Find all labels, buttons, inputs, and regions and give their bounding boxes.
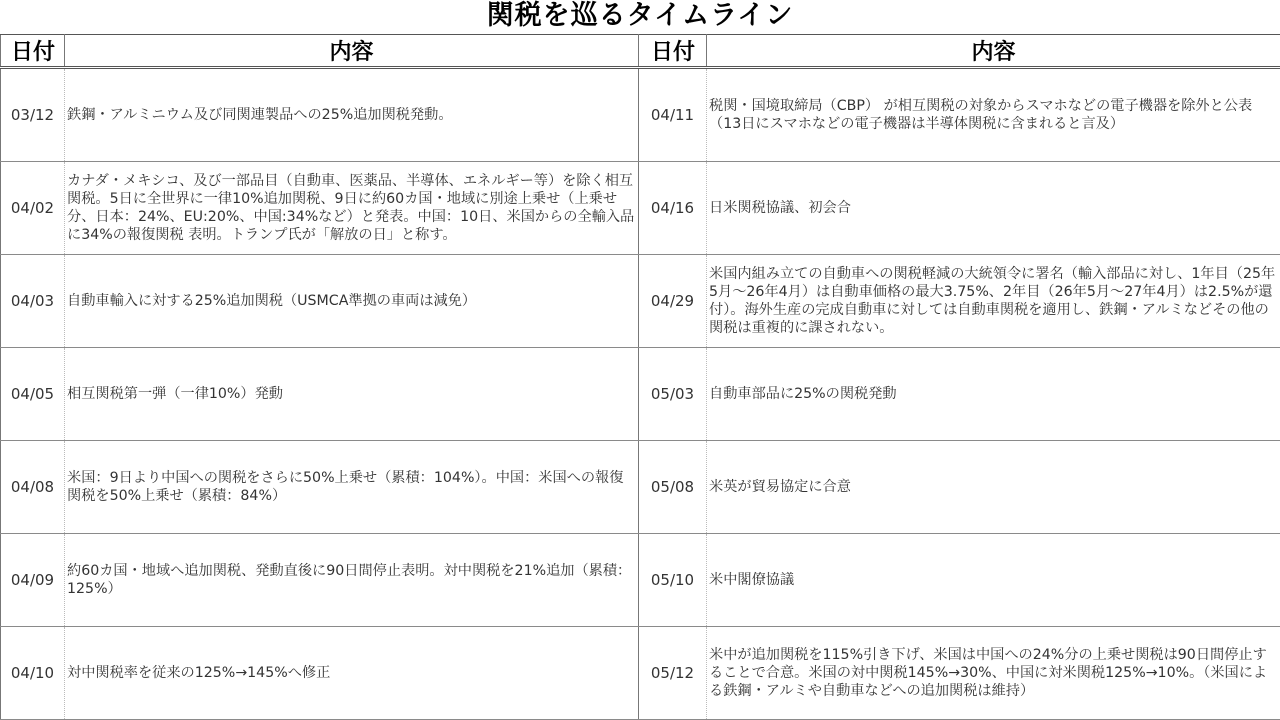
- timeline-table-container: [0, 34, 1280, 720]
- table-row: [1, 162, 1280, 255]
- date-cell: 04/09: [1, 534, 65, 627]
- content-cell: 米国：9日より中国への関税をさらに50%上乗せ（累積：104%）。中国：米国への報復関税を50%上乗せ（累積：84%）: [65, 441, 639, 534]
- date-cell: 05/12: [639, 627, 707, 720]
- content-header-right: 内容: [707, 35, 1280, 68]
- date-cell: 04/02: [1, 162, 65, 255]
- content-cell: 約60カ国・地域へ追加関税、発動直後に90日間停止表明。対中関税を21%追加（累積：125%）: [65, 534, 639, 627]
- content-cell: 日米関税協議、初会合: [707, 162, 1280, 255]
- date-cell: 04/03: [1, 255, 65, 348]
- table-row: [1, 348, 1280, 441]
- date-cell: 03/12: [1, 68, 65, 162]
- content-cell: カナダ・メキシコ、及び一部品目（自動車、医薬品、半導体、エネルギー等）を除く相互関税。5日に全世界に一律10%追加関税、9日に約60カ国・地域に別途上乗せ（上乗せ分、日本：24%、EU:20%、中国:34%など）と発表。中国：10日、米国からの全輸入品に34%の報復関税 表明。トランプ氏が「解放の日」と称す。: [65, 162, 639, 255]
- content-cell: 米中閣僚協議: [707, 534, 1280, 627]
- content-cell: 鉄鋼・アルミニウム及び同関連製品への25%追加関税発動。: [65, 68, 639, 162]
- date-cell: 04/16: [639, 162, 707, 255]
- content-cell: 米中が追加関税を115%引き下げ、米国は中国への24%分の上乗せ関税は90日間停止することで合意。米国の対中関税145%→30%、中国に対米関税125%→10%。（米国による鉄鋼・アルミや自動車などへの追加関税は維持）: [707, 627, 1280, 720]
- date-cell: 04/05: [1, 348, 65, 441]
- page-title: 関税を巡るタイムライン: [486, 0, 794, 31]
- content-cell: 自動車部品に25%の関税発動: [707, 348, 1280, 441]
- timeline-table: [0, 34, 1280, 720]
- table-row: [1, 534, 1280, 627]
- date-cell: 05/08: [639, 441, 707, 534]
- header-row: [1, 35, 1280, 68]
- table-row: [1, 68, 1280, 162]
- content-cell: 米英が貿易協定に合意: [707, 441, 1280, 534]
- date-cell: 04/29: [639, 255, 707, 348]
- content-cell: 米国内組み立ての自動車への関税軽減の大統領令に署名（輸入部品に対し、1年目（25年5月～26年4月）は自動車価格の最大3.75%、2年目（26年5月～27年4月）は2.5%が還付）。海外生産の完成自動車に対しては自動車関税を適用し、鉄鋼・アルミなどその他の関税は重複的に課されない。: [707, 255, 1280, 348]
- table-row: [1, 255, 1280, 348]
- date-header-right: 日付: [639, 35, 707, 68]
- table-row: [1, 441, 1280, 534]
- content-cell: 対中関税率を従来の125%→145%へ修正: [65, 627, 639, 720]
- content-cell: 自動車輸入に対する25%追加関税（USMCA準拠の車両は減免）: [65, 255, 639, 348]
- date-header-left: 日付: [1, 35, 65, 68]
- date-cell: 04/10: [1, 627, 65, 720]
- date-cell: 05/03: [639, 348, 707, 441]
- date-cell: 04/11: [639, 68, 707, 162]
- table-row: [1, 627, 1280, 720]
- date-cell: 05/10: [639, 534, 707, 627]
- date-cell: 04/08: [1, 441, 65, 534]
- content-cell: 相互関税第一弾（一律10%）発動: [65, 348, 639, 441]
- content-cell: 税関・国境取締局（CBP） が相互関税の対象からスマホなどの電子機器を除外と公表（13日にスマホなどの電子機器は半導体関税に含まれると言及）: [707, 68, 1280, 162]
- content-header-left: 内容: [65, 35, 639, 68]
